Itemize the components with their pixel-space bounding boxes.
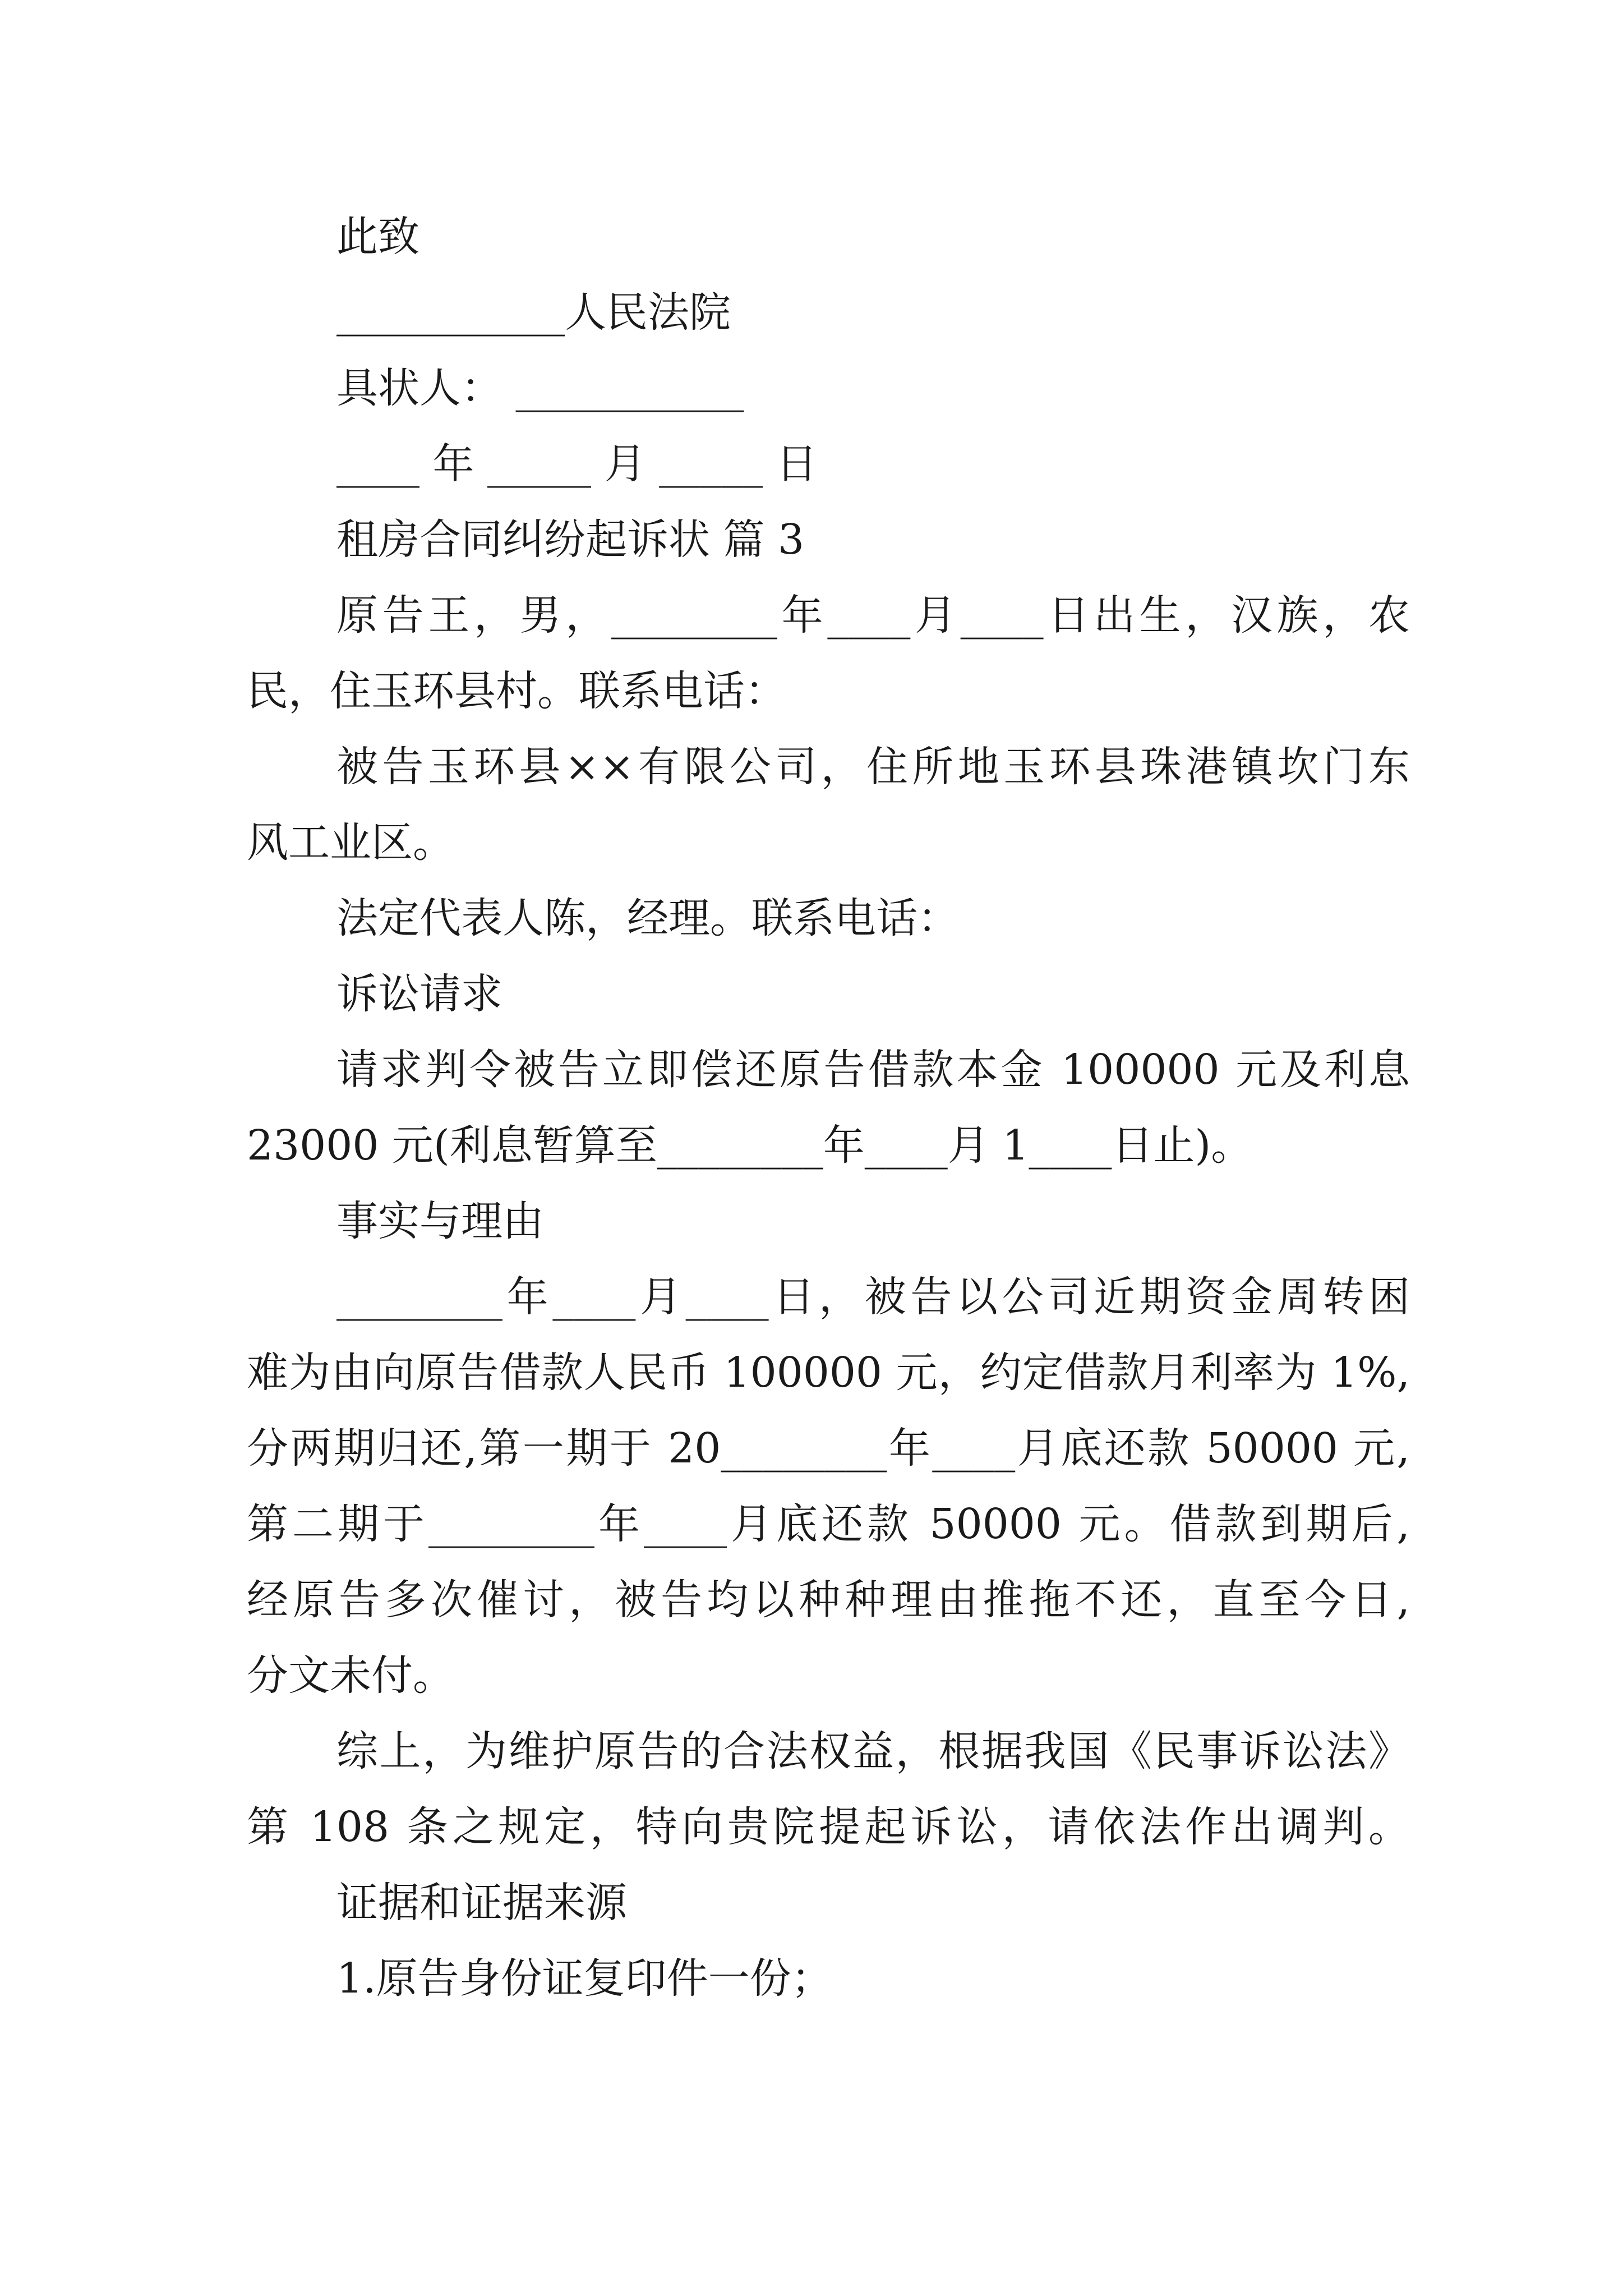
plaintiff-info-line-2: 民，住玉环县村。联系电话： [247,667,786,715]
facts-line-3: 分两期归还,第一期于 20________年____月底还款 50000 元, [247,1424,1410,1473]
evidence-heading: 证据和证据来源 [336,1879,627,1927]
closing-salutation: 此致 [336,213,419,261]
facts-heading: 事实与理由 [336,1197,544,1245]
evidence-item-1: 1.原告身份证复印件一份； [336,1954,833,2003]
summary-line-1: 综上，为维护原告的合法权益，根据我国《民事诉讼法》 [336,1727,1410,1775]
claims-heading: 诉讼请求 [336,970,502,1018]
court-name-line: ___________人民法院 [336,288,731,337]
facts-line-1: ________年____月____日，被告以公司近期资金周转困 [336,1273,1410,1321]
facts-line-5: 经原告多次催讨，被告均以种种理由推拖不还，直至今日, [247,1576,1410,1624]
facts-line-2: 难为由向原告借款人民币 100000 元，约定借款月利率为 1%, [247,1349,1410,1397]
claims-line-1: 请求判令被告立即偿还原告借款本金 100000 元及利息 [336,1046,1410,1094]
facts-line-6: 分文未付。 [247,1651,454,1700]
plaintiff-signature-line: 具状人： ___________ [336,364,744,412]
defendant-info-line-2: 风工业区。 [247,818,454,867]
section-title: 租房合同纠纷起诉状 篇 3 [336,516,805,564]
claims-line-2: 23000 元(利息暂算至________年____月 1____日止)。 [247,1121,1253,1170]
date-line: ____ 年 _____ 月 _____ 日 [336,440,818,488]
legal-representative-line: 法定代表人陈，经理。联系电话： [336,894,959,942]
facts-line-4: 第二期于________年____月底还款 50000 元。借款到期后, [247,1500,1410,1548]
defendant-info-line-1: 被告玉环县××有限公司，住所地玉环县珠港镇坎门东 [336,743,1410,791]
plaintiff-info-line-1: 原告王，男，________年____月____日出生，汉族，农 [336,591,1410,639]
summary-line-2: 第 108 条之规定，特向贵院提起诉讼，请依法作出调判。 [247,1803,1410,1851]
